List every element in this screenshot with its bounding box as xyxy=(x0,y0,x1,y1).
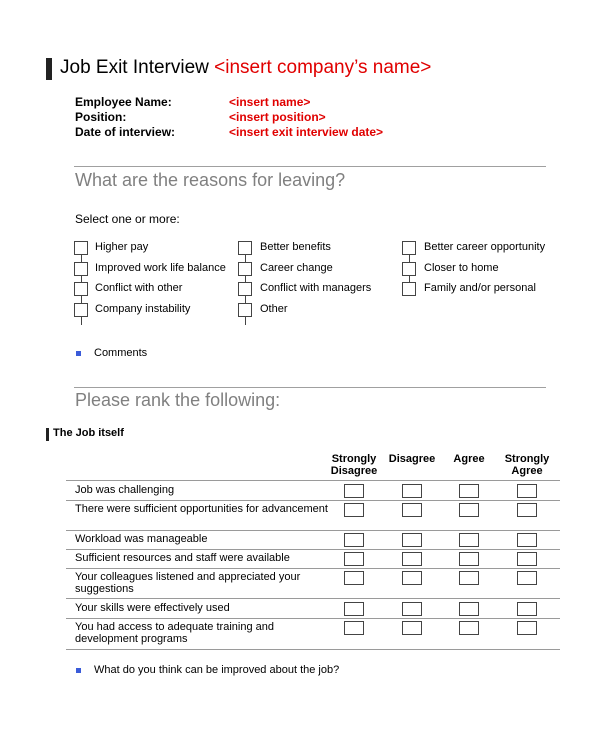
company-name-placeholder: <insert company’s name> xyxy=(214,57,432,78)
rating-checkbox[interactable] xyxy=(402,503,422,517)
bullet-icon xyxy=(76,668,81,673)
section-marker xyxy=(46,428,49,441)
rating-checkbox[interactable] xyxy=(517,533,537,547)
rating-checkbox[interactable] xyxy=(459,552,479,566)
table-rule xyxy=(66,500,560,501)
checkbox-stub xyxy=(245,317,246,325)
rating-checkbox[interactable] xyxy=(459,484,479,498)
reason-checkbox[interactable] xyxy=(238,282,252,296)
bullet-icon xyxy=(76,351,81,356)
position-label: Position: xyxy=(75,110,127,124)
reason-label: Career change xyxy=(260,262,333,274)
reason-checkbox[interactable] xyxy=(402,282,416,296)
table-row-label: Your colleagues listened and appreciated your suggestions xyxy=(75,571,301,595)
reasons-heading: What are the reasons for leaving? xyxy=(75,170,346,190)
reason-checkbox[interactable] xyxy=(74,262,88,276)
page-title xyxy=(60,57,431,79)
rating-checkbox[interactable] xyxy=(517,621,537,635)
reason-checkbox[interactable] xyxy=(238,303,252,317)
reason-label: Company instability xyxy=(95,303,191,315)
rating-checkbox[interactable] xyxy=(344,484,364,498)
rating-checkbox[interactable] xyxy=(517,552,537,566)
employee-name-label: Employee Name: xyxy=(75,95,172,109)
rating-checkbox[interactable] xyxy=(402,571,422,585)
rating-checkbox[interactable] xyxy=(459,571,479,585)
table-row-label: Your skills were effectively used xyxy=(75,602,230,614)
reason-checkbox[interactable] xyxy=(74,303,88,317)
table-rule xyxy=(66,530,560,531)
section-divider xyxy=(74,387,546,388)
rating-checkbox[interactable] xyxy=(459,503,479,517)
col-strongly-disagree: Strongly Disagree xyxy=(330,453,378,477)
rating-checkbox[interactable] xyxy=(459,621,479,635)
rating-checkbox[interactable] xyxy=(344,552,364,566)
rating-checkbox[interactable] xyxy=(459,533,479,547)
position-value[interactable]: <insert position> xyxy=(229,110,326,124)
table-row-label: Sufficient resources and staff were available xyxy=(75,552,290,564)
rating-checkbox[interactable] xyxy=(344,602,364,616)
table-rule xyxy=(66,649,560,650)
table-rule xyxy=(66,618,560,619)
rating-checkbox[interactable] xyxy=(402,533,422,547)
improvement-question: What do you think can be improved about the job? xyxy=(94,664,340,676)
rating-checkbox[interactable] xyxy=(517,484,537,498)
rating-checkbox[interactable] xyxy=(344,571,364,585)
reason-checkbox[interactable] xyxy=(402,262,416,276)
rating-checkbox[interactable] xyxy=(344,621,364,635)
table-row-label: Workload was manageable xyxy=(75,533,208,545)
table-row-label: You had access to adequate training and development programs xyxy=(75,621,274,645)
ranking-heading: Please rank the following: xyxy=(75,390,281,410)
col-strongly-agree: Strongly Agree xyxy=(504,453,550,477)
interview-date-value[interactable]: <insert exit interview date> xyxy=(229,125,384,139)
reason-checkbox[interactable] xyxy=(74,282,88,296)
select-instruction: Select one or more: xyxy=(75,212,180,226)
rating-checkbox[interactable] xyxy=(344,533,364,547)
title-text: Job Exit Interview xyxy=(60,57,215,78)
section-divider xyxy=(74,166,546,167)
reason-label: Higher pay xyxy=(95,241,149,253)
table-rule xyxy=(66,480,560,481)
table-rule xyxy=(66,598,560,599)
reason-label: Closer to home xyxy=(424,262,499,274)
title-marker xyxy=(46,58,52,80)
reason-checkbox[interactable] xyxy=(238,262,252,276)
table-rule xyxy=(66,549,560,550)
table-row-label: Job was challenging xyxy=(75,484,175,496)
rating-checkbox[interactable] xyxy=(344,503,364,517)
reason-checkbox[interactable] xyxy=(74,241,88,255)
employee-name-value[interactable]: <insert name> xyxy=(229,95,311,109)
rating-checkbox[interactable] xyxy=(402,621,422,635)
col-disagree: Disagree xyxy=(388,453,436,465)
rating-checkbox[interactable] xyxy=(517,571,537,585)
reason-label: Conflict with other xyxy=(95,282,183,294)
rating-checkbox[interactable] xyxy=(517,503,537,517)
rating-checkbox[interactable] xyxy=(402,552,422,566)
rating-checkbox[interactable] xyxy=(517,602,537,616)
rating-checkbox[interactable] xyxy=(402,602,422,616)
reason-checkbox[interactable] xyxy=(402,241,416,255)
rating-checkbox[interactable] xyxy=(459,602,479,616)
reason-label: Better benefits xyxy=(260,241,331,253)
comments-label: Comments xyxy=(94,347,148,359)
col-agree: Agree xyxy=(453,453,485,465)
rating-checkbox[interactable] xyxy=(402,484,422,498)
reason-checkbox[interactable] xyxy=(238,241,252,255)
reason-label: Conflict with managers xyxy=(260,282,372,294)
reason-label: Improved work life balance xyxy=(95,262,226,274)
reason-label: Other xyxy=(260,303,288,315)
table-rule xyxy=(66,568,560,569)
reason-label: Better career opportunity xyxy=(424,241,546,253)
job-section-title: The Job itself xyxy=(53,427,124,439)
reason-label: Family and/or personal xyxy=(424,282,536,294)
interview-date-label: Date of interview: xyxy=(75,125,176,139)
table-row-label: There were sufficient opportunities for advancement xyxy=(75,503,328,515)
checkbox-stub xyxy=(81,317,82,325)
